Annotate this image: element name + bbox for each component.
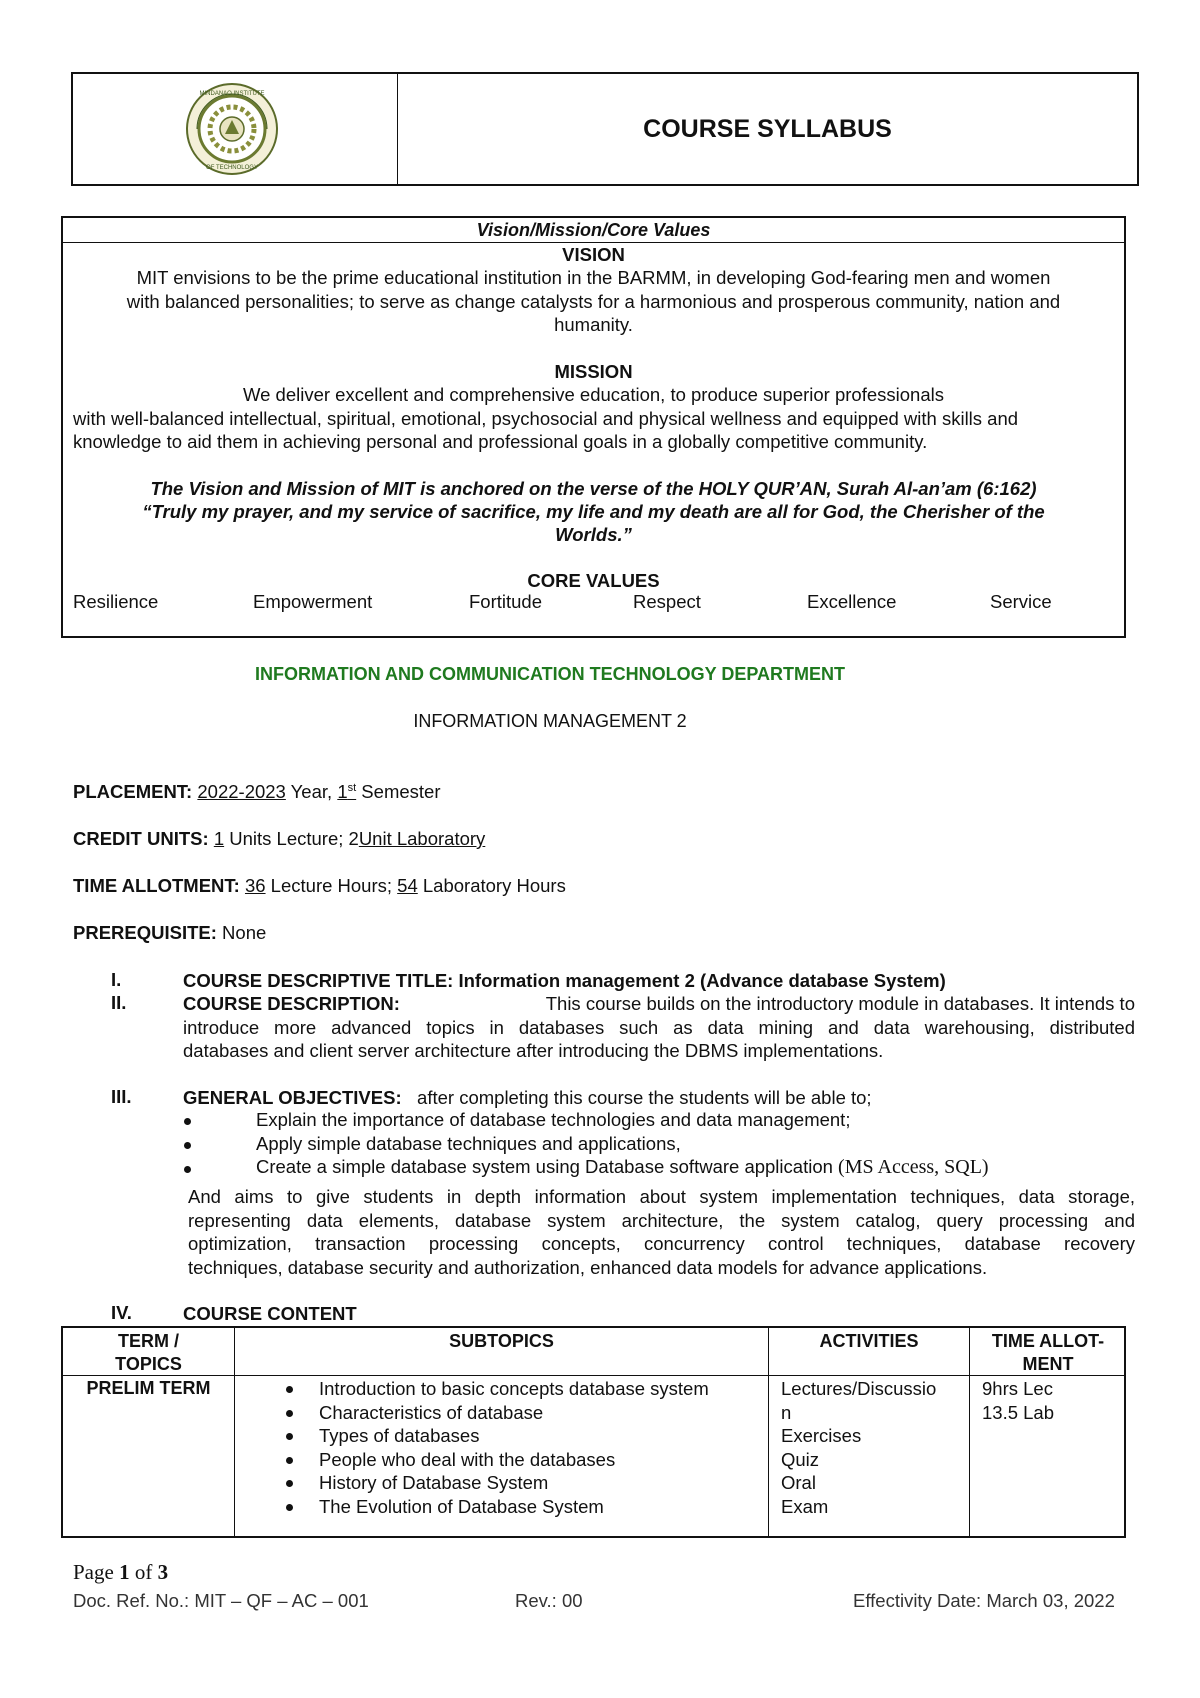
header-box xyxy=(71,72,1139,186)
core-values-row xyxy=(73,591,1114,615)
objective-item xyxy=(218,1156,989,1179)
page-of-label: of xyxy=(129,1560,158,1584)
section-number: II. xyxy=(111,992,127,1013)
institution-logo xyxy=(185,82,279,176)
activity-text: Exam xyxy=(781,1495,829,1517)
core-value: Respect xyxy=(633,591,701,612)
header-text: TIME ALLOT- xyxy=(991,1331,1105,1351)
placement-year: 2022-2023 xyxy=(197,781,286,802)
svg-text:MINDANAO INSTITUTE: MINDANAO INSTITUTE xyxy=(199,91,265,97)
page-number xyxy=(73,1560,168,1585)
subtopic-item xyxy=(319,1448,709,1472)
page-total: 3 xyxy=(157,1560,169,1584)
bullet-icon xyxy=(184,1142,191,1149)
subtopic-item xyxy=(319,1471,709,1495)
general-objectives-intro: after completing this course the students will be able to; xyxy=(417,1087,872,1108)
objective-item xyxy=(218,1133,681,1155)
core-value: Resilience xyxy=(73,591,159,612)
bullet-icon xyxy=(286,1386,293,1393)
prerequisite-value: None xyxy=(216,922,267,943)
section-course-description xyxy=(183,992,1135,1063)
placement-sem-sup: st xyxy=(347,781,357,794)
course-description-line: introduce more advanced topics in databases such as data mining and data warehousing, distributed xyxy=(183,1016,1135,1038)
section-number: IV. xyxy=(111,1302,132,1323)
subtopic-text: People who deal with the databases xyxy=(319,1448,616,1470)
objective-text: Apply simple database techniques and applications, xyxy=(256,1133,681,1154)
subtopic-text: Types of databases xyxy=(319,1425,480,1446)
table-row-activities xyxy=(781,1377,936,1518)
course-name: INFORMATION MANAGEMENT 2 xyxy=(413,711,687,731)
aims-line: techniques, database security and authorization, enhanced data models for advance applications. xyxy=(188,1256,988,1278)
quran-anchor-line: The Vision and Mission of MIT is anchored on the verse of the HOLY QUR’AN, Surah Al-an’am (6:162) xyxy=(150,478,1037,499)
table-row-subtopics xyxy=(319,1377,709,1518)
bullet-icon xyxy=(286,1410,293,1417)
effectivity-date: Effectivity Date: March 03, 2022 xyxy=(853,1590,1115,1611)
section-number: I. xyxy=(111,969,122,990)
subtopic-text: The Evolution of Database System xyxy=(319,1495,604,1517)
objective-tools: (MS Access, SQL) xyxy=(838,1156,989,1178)
section-descriptive-title xyxy=(183,969,1135,993)
aims-line: And aims to give students in depth information about system implementation techniques, data storage, xyxy=(188,1186,1135,1207)
subtopic-item xyxy=(319,1424,709,1448)
subtopic-text: Introduction to basic concepts database system xyxy=(319,1378,709,1399)
page-current: 1 xyxy=(119,1560,130,1584)
placement-sem-suffix: Semester xyxy=(356,781,441,802)
subtopic-item xyxy=(319,1377,709,1401)
lecture-units-text: Units Lecture; 2 xyxy=(224,828,359,849)
section-number: III. xyxy=(111,1086,132,1107)
table-header-subtopics: SUBTOPICS xyxy=(449,1331,554,1351)
mission-line: with well-balanced intellectual, spiritual, emotional, psychosocial and physical wellness and equipped with skills and xyxy=(73,408,1019,429)
vision-title: VISION xyxy=(562,244,625,265)
time-text: 9hrs Lec xyxy=(982,1378,1053,1399)
core-value: Service xyxy=(990,591,1052,612)
bullet-icon xyxy=(286,1457,293,1464)
doc-ref-number: Doc. Ref. No.: MIT – QF – AC – 001 xyxy=(73,1590,369,1611)
lab-hours-text: Laboratory Hours xyxy=(417,875,566,896)
header-text: TOPICS xyxy=(115,1354,182,1374)
course-description-line: databases and client server architecture after introducing the DBMS implementations. xyxy=(183,1040,884,1061)
mission-line: We deliver excellent and comprehensive education, to produce superior professionals xyxy=(242,384,944,405)
subtopic-item xyxy=(319,1401,709,1425)
quran-verse-line: “Truly my prayer, and my service of sacrifice, my life and my death are all for God, the Cherisher of the xyxy=(142,501,1045,522)
credit-units-label: CREDIT UNITS: xyxy=(73,828,209,849)
section-general-objectives xyxy=(183,1086,1135,1110)
subtopic-text: History of Database System xyxy=(319,1472,549,1493)
course-description-line: This course builds on the introductory module in databases. It intends to xyxy=(545,993,1135,1014)
time-text: 13.5 Lab xyxy=(982,1401,1055,1423)
core-value: Empowerment xyxy=(253,591,373,612)
subtopic-item xyxy=(319,1495,709,1519)
logo-cell xyxy=(73,74,398,184)
core-value: Excellence xyxy=(807,591,897,612)
table-column-divider xyxy=(768,1328,769,1536)
core-values-title: CORE VALUES xyxy=(527,570,660,591)
table-header-time xyxy=(970,1330,1126,1376)
core-value: Fortitude xyxy=(469,591,543,612)
prerequisite-field xyxy=(73,922,266,944)
subtopic-text: Characteristics of database xyxy=(319,1401,544,1423)
aims-line: optimization, transaction processing concepts, concurrency control techniques, database recovery xyxy=(188,1233,1135,1254)
vision-mission-box xyxy=(61,216,1126,638)
header-text: MENT xyxy=(1022,1354,1074,1374)
table-header-term xyxy=(63,1330,234,1376)
lab-units-text: Unit Laboratory xyxy=(358,828,486,849)
time-allotment-label: TIME ALLOTMENT: xyxy=(73,875,240,896)
lab-hours: 54 xyxy=(397,875,418,896)
header-text: TERM / xyxy=(118,1331,179,1351)
vision-line: humanity. xyxy=(554,314,633,335)
bullet-icon xyxy=(184,1118,191,1125)
document-title: COURSE SYLLABUS xyxy=(643,114,892,143)
bullet-icon xyxy=(286,1433,293,1440)
course-content-table xyxy=(61,1326,1126,1538)
general-objectives-label: GENERAL OBJECTIVES: xyxy=(183,1087,402,1108)
prerequisite-label: PREREQUISITE: xyxy=(73,922,217,943)
placement-year-suffix: Year, xyxy=(285,781,338,802)
page-label: Page xyxy=(73,1560,120,1584)
vmc-heading: Vision/Mission/Core Values xyxy=(63,218,1124,243)
bullet-icon xyxy=(184,1166,191,1173)
objective-item xyxy=(218,1109,850,1131)
svg-text:OF TECHNOLOGY: OF TECHNOLOGY xyxy=(206,165,258,171)
table-column-divider xyxy=(234,1328,235,1536)
section-course-content xyxy=(183,1302,1135,1326)
activity-text: Quiz xyxy=(781,1448,820,1470)
lecture-hours: 36 xyxy=(244,875,266,896)
table-row-term: PRELIM TERM xyxy=(86,1378,211,1398)
placement-sem-num: 1 xyxy=(337,781,348,802)
course-description-label: COURSE DESCRIPTION: xyxy=(183,993,400,1014)
bullet-icon xyxy=(286,1504,293,1511)
aims-line: representing data elements, database system architecture, the system catalog, query processing and xyxy=(188,1209,1135,1231)
placement-field xyxy=(73,781,440,803)
mission-line: knowledge to aid them in achieving personal and professional goals in a globally competitive community. xyxy=(73,431,928,452)
bullet-icon xyxy=(286,1480,293,1487)
descriptive-title-text: COURSE DESCRIPTIVE TITLE: Information management 2 (Advance database System) xyxy=(183,970,946,991)
lecture-hours-text: Lecture Hours; xyxy=(265,875,398,896)
activity-text: Exercises xyxy=(781,1425,862,1446)
quran-verse-line: Worlds.” xyxy=(555,524,632,545)
time-allotment-field xyxy=(73,875,566,897)
vision-line: MIT envisions to be the prime educational institution in the BARMM, in developing God-fearing men and women xyxy=(136,267,1051,288)
credit-units-field xyxy=(73,828,485,850)
objective-text: Create a simple database system using Database software application xyxy=(256,1156,839,1177)
lecture-units: 1 xyxy=(213,828,225,849)
table-row-time xyxy=(982,1377,1054,1424)
department-title: INFORMATION AND COMMUNICATION TECHNOLOGY DEPARTMENT xyxy=(255,664,845,684)
objective-text: Explain the importance of database technologies and data management; xyxy=(256,1109,851,1130)
vision-line: with balanced personalities; to serve as change catalysts for a harmonious and prosperous community, nation and xyxy=(126,291,1061,312)
general-objectives-aims xyxy=(188,1185,1135,1279)
table-header-activities: ACTIVITIES xyxy=(819,1331,919,1351)
activity-text: Lectures/Discussio xyxy=(781,1378,937,1399)
mission-title: MISSION xyxy=(554,361,633,382)
activity-text: n xyxy=(781,1401,792,1423)
revision-number: Rev.: 00 xyxy=(515,1590,583,1611)
placement-label: PLACEMENT: xyxy=(73,781,193,802)
activity-text: Oral xyxy=(781,1472,816,1493)
course-content-label: COURSE CONTENT xyxy=(183,1303,357,1324)
